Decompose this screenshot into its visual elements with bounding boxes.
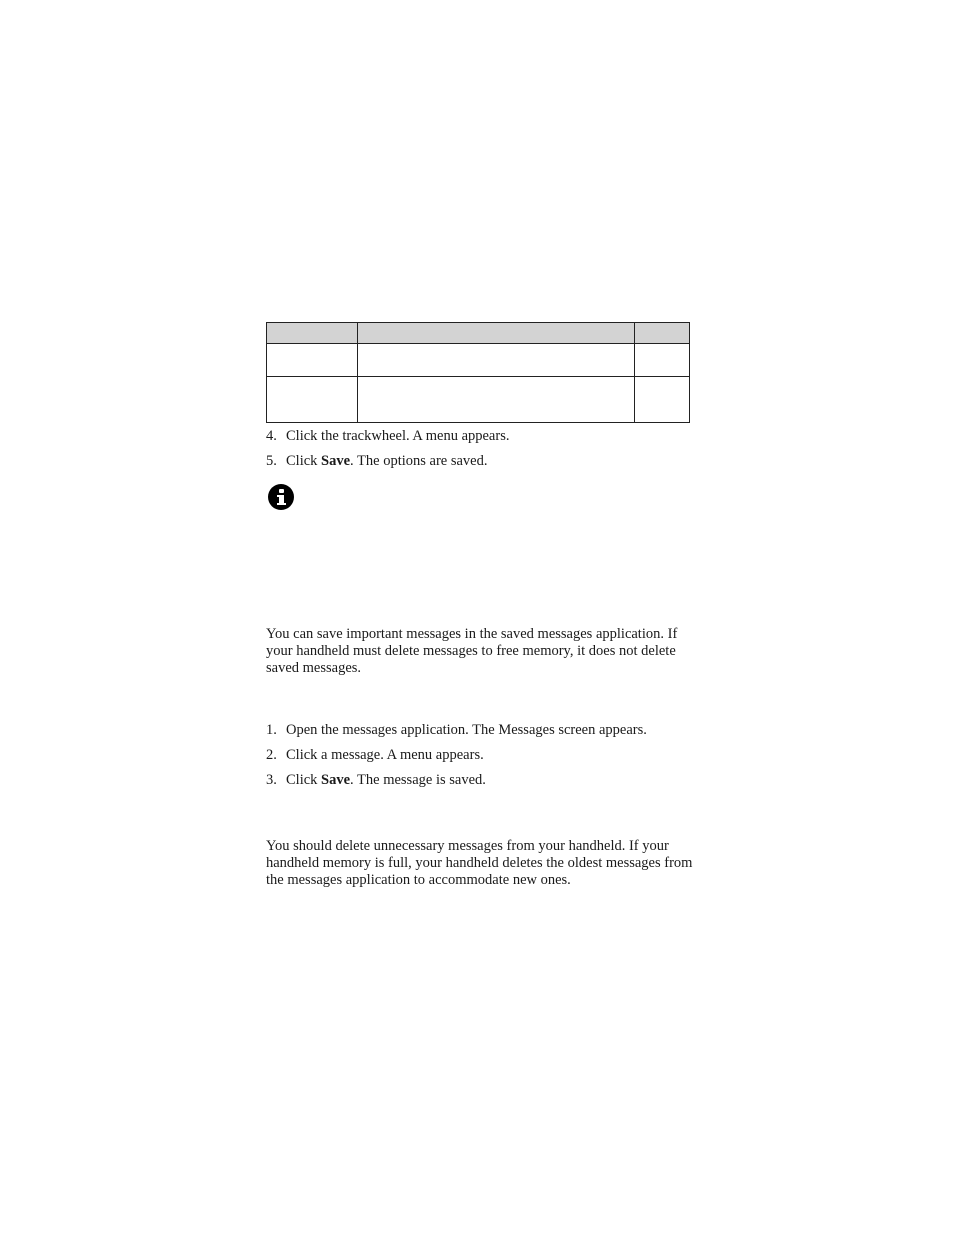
step-text: . The message is saved.	[350, 772, 486, 788]
step-number: 3.	[266, 772, 277, 788]
table-cell	[267, 344, 358, 377]
step-number: 4.	[266, 428, 277, 444]
step-item	[266, 722, 647, 739]
table-cell	[635, 377, 690, 423]
table-header-cell	[635, 323, 690, 344]
step-item	[266, 747, 484, 764]
options-table	[266, 322, 690, 423]
step-item	[266, 772, 486, 789]
step-text: Click	[286, 772, 322, 788]
table-row	[267, 377, 690, 423]
step-text-bold: Save	[321, 453, 351, 469]
step-text-bold: Save	[321, 772, 351, 788]
step-number: 1.	[266, 722, 277, 738]
step-item	[266, 428, 509, 445]
step-text: Click the trackwheel. A menu appears.	[286, 428, 510, 444]
table-cell	[635, 344, 690, 377]
step-text: . The options are saved.	[350, 453, 488, 469]
table-row	[267, 344, 690, 377]
step-text: Click a message. A menu appears.	[286, 747, 484, 763]
step-text: Click	[286, 453, 322, 469]
table-header-cell	[267, 323, 358, 344]
intro-paragraph: You can save important messages in the saved messages application. If your handheld must delete messages to free memory, it does not delete saved messages.	[266, 626, 678, 676]
delete-paragraph: You should delete unnecessary messages from your handheld. If your handheld memory is full, your handheld deletes the oldest messages from the messages application to accommodate new ones.	[266, 838, 693, 888]
table-header-row	[267, 323, 690, 344]
info-icon	[268, 484, 294, 510]
step-number: 2.	[266, 747, 277, 763]
step-text: Open the messages application. The Messages screen appears.	[286, 722, 647, 738]
step-item	[266, 453, 488, 470]
table-cell	[358, 344, 635, 377]
step-number: 5.	[266, 453, 277, 469]
table-header-cell	[358, 323, 635, 344]
table-cell	[358, 377, 635, 423]
table-cell	[267, 377, 358, 423]
